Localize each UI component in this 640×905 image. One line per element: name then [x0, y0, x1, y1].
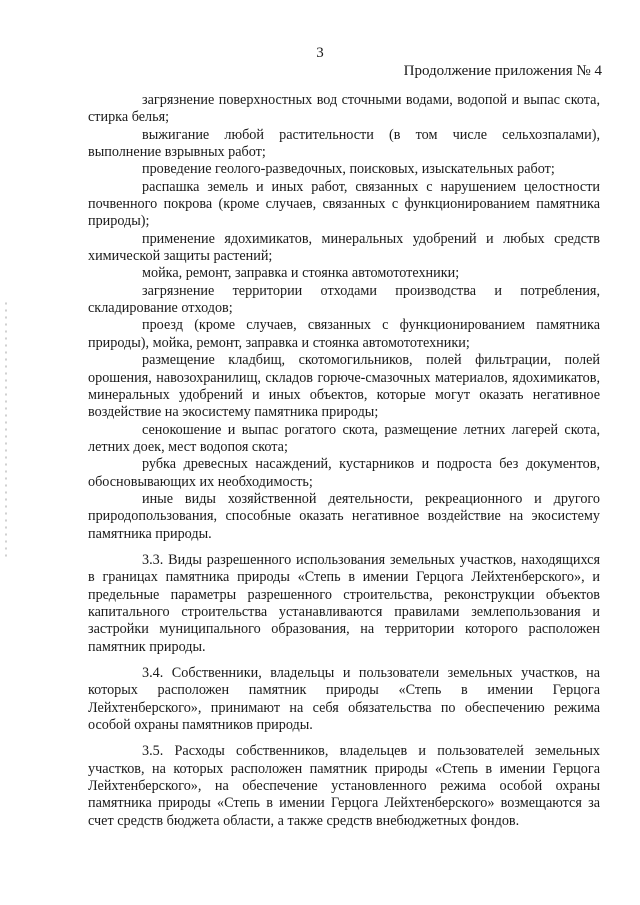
clause-3-4: 3.4. Собственники, владельцы и пользователи земельных участков, на которых расположен памятник природы «Степь в имении Герцога Лейхтенберского», принимают на себя обязательства по обеспечению режима особой охраны памятников природы.	[88, 665, 600, 734]
restriction-item: применение ядохимикатов, минеральных удобрений и любых средств химической защиты растений;	[88, 230, 600, 265]
restriction-item: мойка, ремонт, заправка и стоянка автомототехники;	[142, 265, 460, 282]
restriction-item: размещение кладбищ, скотомогильников, полей фильтрации, полей орошения, навозохранилищ, складов горюче-смазочных материалов, ядохимикатов, минеральных удобрений и иных объектов, которые могут оказать негативное воздействие на экосистему памятника природы;	[88, 352, 600, 421]
restriction-item: распашка земель и иных работ, связанных с нарушением целостности почвенного покрова (кроме случаев, связанных с функционированием памятника природы);	[88, 178, 600, 230]
restriction-item: проезд (кроме случаев, связанных с функционированием памятника природы), мойка, ремонт, заправка и стоянка автомототехники;	[88, 317, 600, 351]
scan-margin-dots	[4, 300, 8, 560]
restriction-item: рубка древесных насаждений, кустарников и подроста без документов, обосновывающих их необходимость;	[88, 456, 600, 490]
restriction-item: загрязнение территории отходами производства и потребления, складирование отходов;	[88, 282, 600, 317]
page-number: 3	[316, 45, 324, 61]
clause-3-3: 3.3. Виды разрешенного использования земельных участков, находящихся в границах памятника природы «Степь в имении Герцога Лейхтенберского», и предельные параметры разрешенного строительства, реконструкции объектов капитального строительства устанавливаются правилами землепользования и застройки муниципального образования, на территории которого расположен памятник природы.	[88, 551, 600, 655]
restriction-item: иные виды хозяйственной деятельности, рекреационного и другого природопользования, способные оказать негативное воздействие на экосистему памятника природы.	[88, 490, 600, 542]
restriction-item: выжигание любой растительности (в том числе сельхозпалами), выполнение взрывных работ;	[88, 126, 600, 161]
appendix-continuation-note: Продолжение приложения № 4	[403, 63, 602, 79]
clause-3-5: 3.5. Расходы собственников, владельцев и пользователей земельных участков, на которых расположен памятник природы «Степь в имении Герцога Лейхтенберского», на обеспечение установленного режима особой охраны памятника природы «Степь в имении Герцога Лейхтенберского» возмещаются за счет средств бюджета области, а также средств внебюджетных фондов.	[88, 743, 600, 829]
document-body	[88, 92, 600, 830]
restriction-item: загрязнение поверхностных вод сточными водами, водопой и выпас скота, стирка белья;	[88, 92, 600, 126]
restriction-item: проведение геолого-разведочных, поисковых, изыскательных работ;	[142, 161, 555, 178]
restriction-item: сенокошение и выпас рогатого скота, размещение летних лагерей скота, летних доек, мест водопоя скота;	[88, 421, 600, 455]
